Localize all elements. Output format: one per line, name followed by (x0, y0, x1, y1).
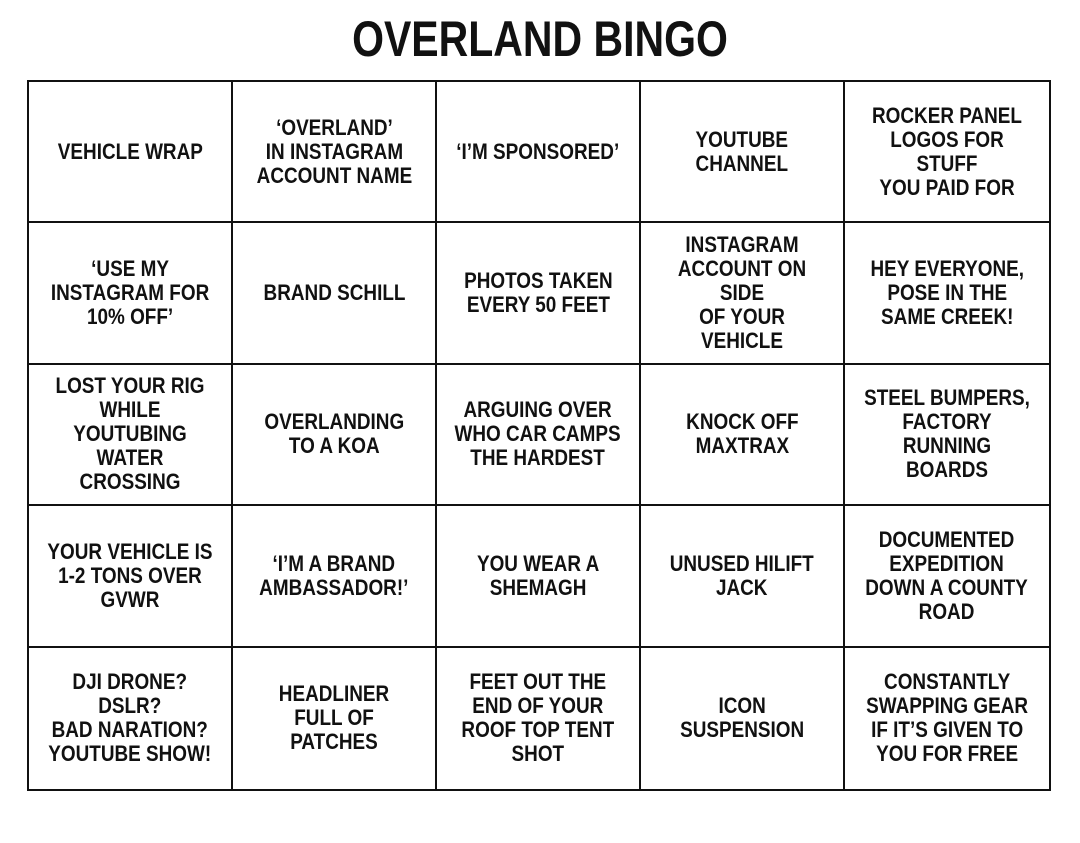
page-title: OVERLAND BINGO (352, 11, 728, 67)
cell-label: LOST YOUR RIG WHILE YOUTUBING WATER CROSSING (55, 373, 205, 495)
bingo-cell[interactable] (29, 365, 233, 506)
cell-label: ARGUING OVER WHO CAR CAMPS THE HARDEST (454, 397, 622, 471)
cell-label: FEET OUT THE END OF YOUR ROOF TOP TENT SHOT (461, 669, 615, 767)
bingo-cell[interactable] (845, 365, 1049, 506)
bingo-cell[interactable] (437, 648, 641, 789)
bingo-cell[interactable] (233, 506, 437, 647)
bingo-cell[interactable] (437, 223, 641, 364)
bingo-cell[interactable] (233, 365, 437, 506)
cell-label: KNOCK OFF MAXTRAX (685, 409, 799, 459)
bingo-cell[interactable] (29, 506, 233, 647)
cell-label: YOUR VEHICLE IS 1-2 TONS OVER GVWR (47, 538, 213, 612)
cell-label: HEY EVERYONE, POSE IN THE SAME CREEK! (870, 256, 1024, 330)
bingo-cell[interactable] (29, 82, 233, 223)
cell-label: HEADLINER FULL OF PATCHES (278, 681, 390, 755)
bingo-cell[interactable] (233, 82, 437, 223)
cell-label: ICON SUSPENSION (679, 693, 805, 743)
cell-label: ‘I’M SPONSORED’ (456, 138, 620, 164)
cell-label: ‘USE MY INSTAGRAM FOR 10% OFF’ (50, 256, 210, 330)
cell-label: STEEL BUMPERS, FACTORY RUNNING BOARDS (864, 385, 1030, 483)
bingo-cell[interactable] (233, 648, 437, 789)
bingo-cell[interactable] (437, 82, 641, 223)
bingo-cell[interactable] (845, 506, 1049, 647)
bingo-cell[interactable] (641, 365, 845, 506)
cell-label: OVERLANDING TO A KOA (264, 409, 404, 459)
cell-label: YOU WEAR A SHEMAGH (476, 550, 600, 600)
cell-label: BRAND SCHILL (263, 280, 405, 306)
bingo-cell[interactable] (845, 82, 1049, 223)
cell-label: YOUTUBE CHANNEL (695, 126, 789, 176)
cell-label: UNUSED HILIFT JACK (669, 550, 814, 600)
cell-label: DJI DRONE? DSLR? BAD NARATION? YOUTUBE SHOW! (48, 669, 212, 767)
cell-label: CONSTANTLY SWAPPING GEAR IF IT’S GIVEN TO YOU FOR FREE (866, 669, 1028, 767)
bingo-cell[interactable] (641, 506, 845, 647)
cell-label: VEHICLE WRAP (57, 138, 203, 164)
bingo-cell[interactable] (29, 223, 233, 364)
cell-label: ‘OVERLAND’ IN INSTAGRAM ACCOUNT NAME (256, 114, 412, 188)
bingo-cell[interactable] (845, 223, 1049, 364)
cell-label: INSTAGRAM ACCOUNT ON SIDE OF YOUR VEHICLE (677, 232, 807, 354)
bingo-board (27, 80, 1051, 791)
bingo-cell[interactable] (233, 223, 437, 364)
cell-label: ‘I’M A BRAND AMBASSADOR!’ (259, 550, 409, 600)
bingo-cell[interactable] (437, 365, 641, 506)
cell-label: ROCKER PANEL LOGOS FOR STUFF YOU PAID FOR (872, 102, 1022, 200)
bingo-cell[interactable] (845, 648, 1049, 789)
cell-label: PHOTOS TAKEN EVERY 50 FEET (463, 268, 613, 318)
bingo-cell[interactable] (641, 648, 845, 789)
bingo-cell[interactable] (437, 506, 641, 647)
bingo-cell[interactable] (29, 648, 233, 789)
cell-label: DOCUMENTED EXPEDITION DOWN A COUNTY ROAD (865, 526, 1029, 624)
bingo-cell[interactable] (641, 82, 845, 223)
bingo-cell[interactable] (641, 223, 845, 364)
